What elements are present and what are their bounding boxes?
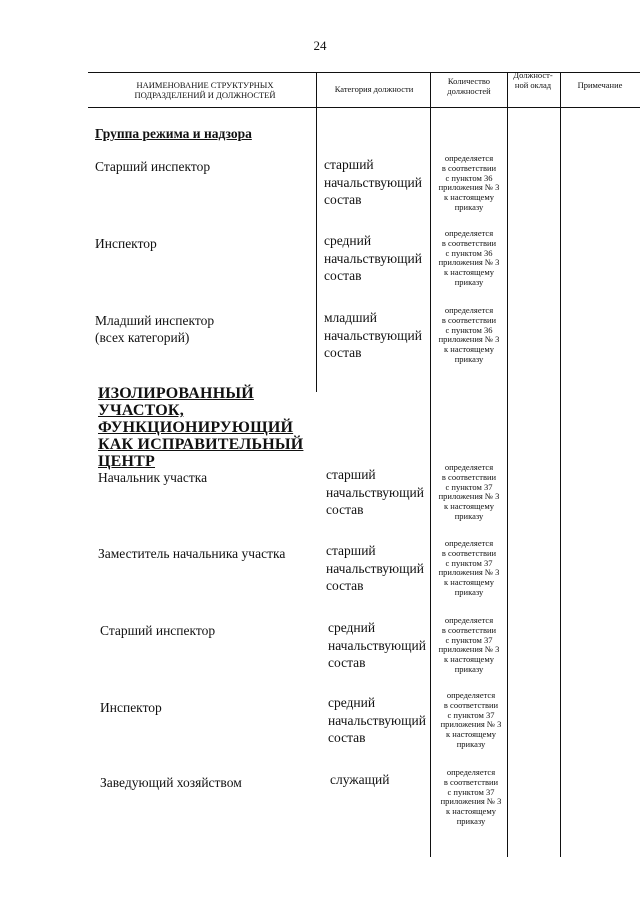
position-quantity: определяется в соответствии с пунктом 37 приложения № 3 к настоящему приказу (440, 767, 502, 826)
header-col-category: Категория должности (334, 84, 414, 94)
position-quantity: определяется в соответствии с пунктом 37 приложения № 3 к настоящему приказу (438, 615, 500, 674)
section-title: Группа режима и надзора (95, 126, 252, 141)
table-top-rule (88, 72, 640, 73)
header-col-note: Примечание (577, 80, 623, 90)
position-category: средний начальствующий состав (324, 233, 422, 283)
position-name: Инспектор (95, 236, 157, 251)
position-quantity: определяется в соответствии с пунктом 37 приложения № 3 к настоящему приказу (440, 690, 502, 749)
header-col-quantity: Количество должностей (447, 76, 491, 96)
header-divider (560, 72, 561, 107)
position-quantity: определяется в соответствии с пунктом 36 приложения № 3 к настоящему приказу (438, 153, 500, 212)
header-col-name: НАИМЕНОВАНИЕ СТРУКТУРНЫХ ПОДРАЗДЕЛЕНИЙ И ДОЛЖНОСТЕЙ (134, 80, 276, 100)
column-divider (560, 107, 561, 857)
position-category: старший начальствующий состав (326, 467, 424, 517)
position-category: старший начальствующий состав (324, 157, 422, 207)
position-quantity: определяется в соответствии с пунктом 37 приложения № 3 к настоящему приказу (438, 462, 500, 521)
header-divider (430, 72, 431, 107)
position-quantity: определяется в соответствии с пунктом 36 приложения № 3 к настоящему приказу (438, 228, 500, 287)
header-col-salary: Должност-ной оклад (513, 70, 553, 90)
position-quantity: определяется в соответствии с пунктом 36 приложения № 3 к настоящему приказу (438, 305, 500, 364)
position-name: Старший инспектор (95, 159, 211, 174)
section-title: ИЗОЛИРОВАННЫЙ УЧАСТОК, ФУНКЦИОНИРУЮЩИЙ КАК ИСПРАВИТЕЛЬНЫЙ ЦЕНТР (98, 385, 304, 470)
column-divider (316, 107, 317, 392)
table-header-bottom-rule (88, 107, 640, 108)
header-divider (507, 72, 508, 107)
position-name: Старший инспектор (100, 623, 216, 638)
position-name: Инспектор (100, 700, 162, 715)
position-name: Младший инспектор (всех категорий) (95, 313, 215, 345)
position-name: Заведующий хозяйством (100, 775, 242, 790)
position-name: Заместитель начальника участка (98, 546, 286, 561)
position-category: служащий (330, 772, 390, 787)
position-category: младший начальствующий состав (324, 310, 422, 360)
position-category: средний начальствующий состав (328, 620, 426, 670)
position-category: средний начальствующий состав (328, 695, 426, 745)
position-name: Начальник участка (98, 470, 208, 485)
page-number: 24 (313, 38, 327, 53)
position-quantity: определяется в соответствии с пунктом 37 приложения № 3 к настоящему приказу (438, 538, 500, 597)
header-divider (316, 72, 317, 107)
position-category: старший начальствующий состав (326, 543, 424, 593)
